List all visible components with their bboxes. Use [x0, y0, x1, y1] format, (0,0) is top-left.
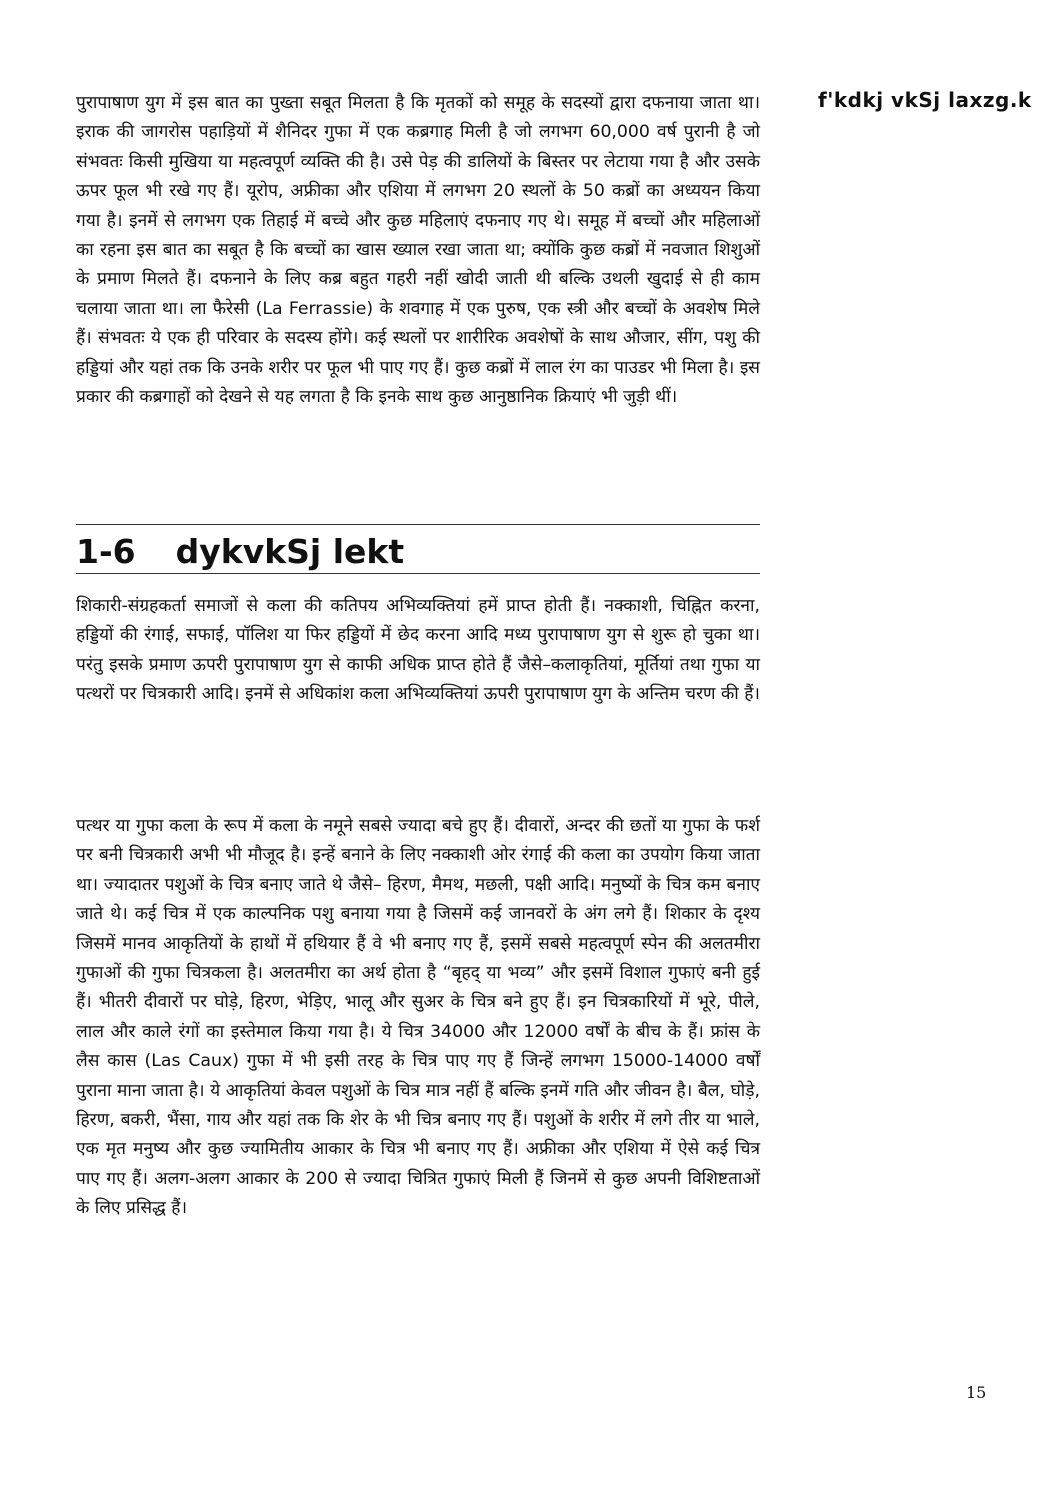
section-rule-bottom [76, 573, 760, 574]
page-number: 15 [966, 1383, 987, 1402]
paragraph-art-expressions [76, 592, 760, 710]
section-number: 1-6 [76, 532, 136, 571]
paragraph-text: पत्थर या गुफा कला के रूप में कला के नमूने सबसे ज्यादा बचे हुए हैं। दीवारों, अन्दर की छतों या गुफा के फर्श पर बनी चित्रकारी अभी भी मौजूद है। इन्हें बनाने के लिए नक्काशी ओर रंगाई की कला का उपयोग किया जाता था। ज्यादातर पशुओं के चित्र बनाए जाते थे जैसे– हिरण, मैमथ, मछली, पक्षी आदि। मनुष्यों के चित्र कम बनाए जाते थे। कई चित्र में एक काल्पनिक पशु बनाया गया है जिसमें कई जानवरों के अंग लगे हैं। शिकार के दृश्य जिसमें मानव आकृतियों के हाथों में हथियार हैं वे भी बनाए गए हैं, इसमें सबसे महत्वपूर्ण स्पेन की अलतमीरा गुफाओं की गुफा चित्रकला है। अलतमीरा का अर्थ होता है “बृहद् या भव्य” और इसमें विशाल गुफाएं बनी हुई हैं। भीतरी दीवारों पर घोड़े, हिरण, भेड़िए, भालू और सुअर के चित्र बने हुए हैं। इन चित्रकारियों में भूरे, पीले, लाल और काले रंगों का इस्तेमाल किया गया है। ये चित्र 34000 और 12000 वर्षों के बीच के हैं। फ्रांस के लैस कास (Las Caux) गुफा में भी इसी तरह के चित्र पाए गए हैं जिन्हें लगभग 15000-14000 वर्षों पुराना माना जाता है। ये आकृतियां केवल पशुओं के चित्र मात्र नहीं हैं बल्कि इनमें गति और जीवन है। बैल, घोड़े, हिरण, बकरी, भैंसा, गाय और यहां तक कि शेर के भी चित्र बनाए गए हैं। पशुओं के शरीर में लगे तीर या भाले, एक मृत मनुष्य और कुछ ज्यामितीय आकार के चित्र भी बनाए गए हैं। अफ्रीका और एशिया में ऐसे कई चित्र पाए गए हैं। अलग-अलग आकार के 200 से ज्यादा चित्रित गुफाएं मिली हैं जिनमें से कुछ अपनी विशिष्टताओं के लिए प्रसिद्ध हैं। [76, 816, 760, 1219]
paragraph-text: पुरापाषाण युग में इस बात का पुख्ता सबूत मिलता है कि मृतकों को समूह के सदस्यों द्वारा दफनाया जाता था। इराक की जागरोस पहाड़ियों में शैनिदर गुफा में एक कब्रगाह मिली है जो लगभग 60,000 वर्ष पुरानी है जो संभवतः किसी मुखिया या महत्वपूर्ण व्यक्ति की है। उसे पेड़ की डालियों के बिस्तर पर लेटाया गया है और उसके ऊपर फूल भी रखे गए हैं। यूरोप, अफ्रीका और एशिया में लगभग 20 स्थलों के 50 कब्रों का अध्ययन किया गया है। इनमें से लगभग एक तिहाई में बच्चे और कुछ महिलाएं दफनाए गए थे। समूह में बच्चों और महिलाओं का रहना इस बात का सबूत है कि बच्चों का खास ख्याल रखा जाता था; क्योंकि कुछ कब्रों में नवजात शिशुओं के प्रमाण मिलते हैं। दफनाने के लिए कब्र बहुत गहरी नहीं खोदी जाती थी बल्कि उथली खुदाई से ही काम चलाया जाता था। ला फैरेसी (La Ferrassie) के शवगाह में एक पुरुष, एक स्त्री और बच्चों के अवशेष मिले हैं। संभवतः ये एक ही परिवार के सदस्य होंगे। कई स्थलों पर शारीरिक अवशेषों के साथ औजार, सींग, पशु की हड्डियां और यहां तक कि उनके शरीर पर फूल भी पाए गए हैं। कुछ कब्रों में लाल रंग का पाउडर भी मिला है। इस प्रकार की कब्रगाहों को देखने से यह लगता है कि इनके साथ कुछ आनुष्ठानिक क्रियाएं भी जुड़ी थीं। [76, 93, 760, 408]
paragraph-burials [76, 89, 760, 412]
section-rule-top [76, 524, 760, 525]
section-heading [76, 532, 404, 571]
section-title: dykvkSj lekt [175, 532, 405, 571]
running-header-title: f'kdkj vkSj laxzg.k [818, 88, 1032, 112]
paragraph-cave-art [76, 812, 760, 1224]
paragraph-text: शिकारी-संग्रहकर्ता समाजों से कला की कतिपय अभिव्यक्तियां हमें प्राप्त होती हैं। नक्काशी, चिह्नित करना, हड्डियों की रंगाई, सफाई, पॉलिश या फिर हड्डियों में छेद करना आदि मध्य पुरापाषाण युग से शुरू हो चुका था। परंतु इसके प्रमाण ऊपरी पुरापाषाण युग से काफी अधिक प्राप्त होते हैं जैसे–कलाकृतियां, मूर्तियां तथा गुफा या पत्थरों पर चित्रकारी आदि। इनमें से अधिकांश कला अभिव्यक्तियां ऊपरी पुरापाषाण युग के अन्तिम चरण की हैं। [76, 596, 760, 705]
